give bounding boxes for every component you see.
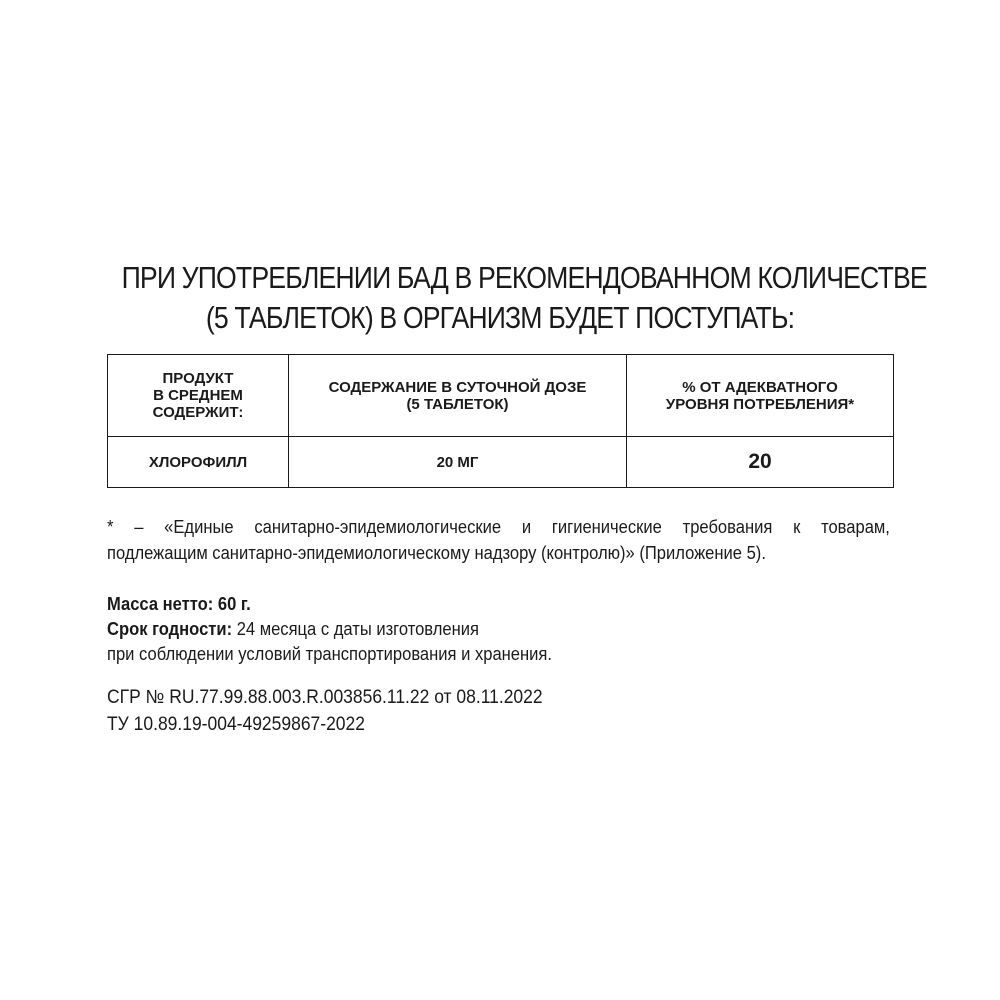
title-line-1: ПРИ УПОТРЕБЛЕНИИ БАД В РЕКОМЕНДОВАННОМ КОЛИЧЕСТВЕ [121,260,927,295]
header-product: ПРОДУКТ В СРЕДНЕМ СОДЕРЖИТ: [108,355,289,437]
table-header-row [108,355,894,437]
nutrition-table [107,354,894,488]
sgr-number: СГР № RU.77.99.88.003.R.003856.11.22 от 08.11.2022 [107,687,543,708]
product-info [107,592,552,667]
table-row [108,437,894,488]
net-weight: Масса нетто: 60 г. [107,594,251,614]
cell-percent: 20 [627,437,894,488]
cell-daily-dose: 20 МГ [289,437,627,488]
shelf-life-value: 24 месяца с даты изготовления [232,619,479,639]
footnote [107,514,890,566]
page-title [121,258,927,338]
storage-note: при соблюдении условий транспортирования и хранения. [107,644,552,664]
header-percent: % ОТ АДЕКВАТНОГО УРОВНЯ ПОТРЕБЛЕНИЯ* [627,355,894,437]
tu-number: ТУ 10.89.19-004-49259867-2022 [107,714,365,735]
footnote-line-2: подлежащим санитарно-эпидемиологическому надзору (контролю)» (Приложение 5). [107,543,766,563]
header-daily-dose: СОДЕРЖАНИЕ В СУТОЧНОЙ ДОЗЕ (5 ТАБЛЕТОК) [289,355,627,437]
title-line-2: (5 ТАБЛЕТОК) В ОРГАНИЗМ БУДЕТ ПОСТУПАТЬ: [205,300,795,335]
registration-info [107,684,543,738]
shelf-life-label: Срок годности: [107,619,233,639]
cell-product: ХЛОРОФИЛЛ [108,437,289,488]
footnote-line-1: * – «Единые санитарно-эпидемиологические и гигиенические требования к товарам, [107,517,890,537]
